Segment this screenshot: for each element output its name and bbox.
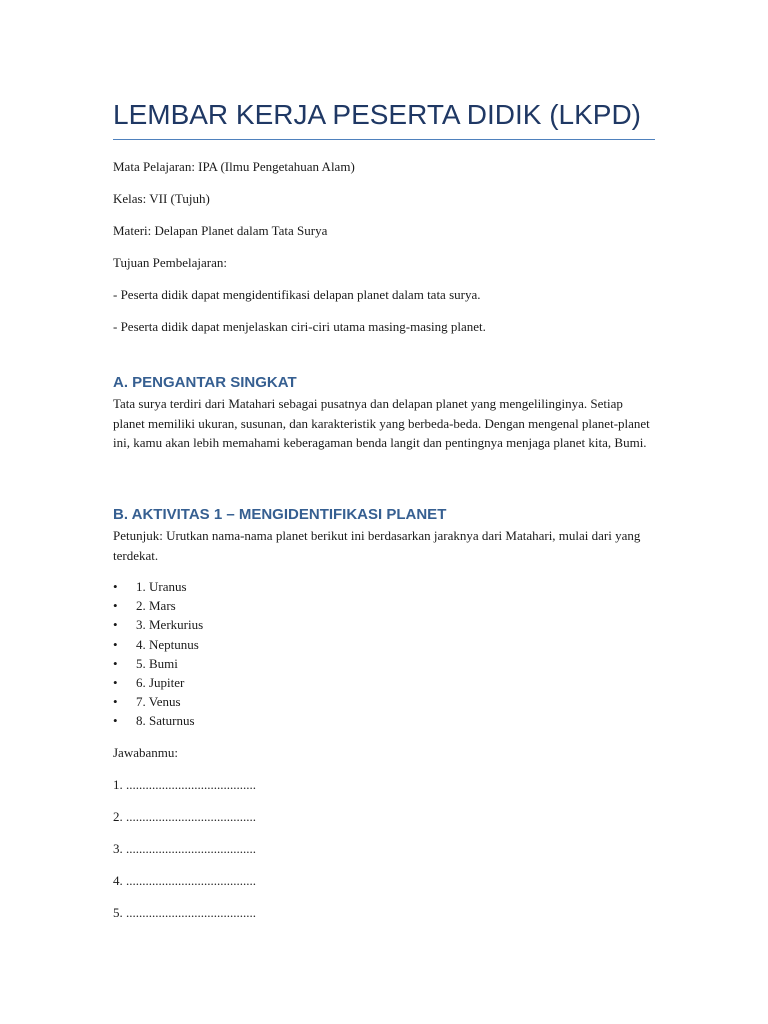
bullet-icon: • [113,579,118,594]
section-a-heading: A. PENGANTAR SINGKAT [113,374,297,391]
answer-line-5[interactable]: 5. ........................................ [113,904,256,920]
list-item [113,692,655,711]
section-activity-1 [113,504,655,936]
planet-name: 7. Venus [136,694,181,710]
list-item [113,577,655,596]
bullet-icon: • [113,636,118,652]
answer-line-4[interactable]: 4. ........................................ [113,872,256,888]
planet-name: 1. Uranus [136,579,187,594]
list-item [113,615,655,634]
section-introduction [113,372,655,453]
document-meta [113,158,655,350]
bullet-icon: • [113,694,118,710]
bullet-icon: • [113,617,118,633]
section-b-instruction: Petunjuk: Urutkan nama-nama planet berikut ini berdasarkan jaraknya dari Matahari, mulai dari yang terdekat. [113,528,641,563]
planet-list [113,577,655,731]
planet-name: 6. Jupiter [136,675,185,691]
answer-line-3[interactable]: 3. ........................................ [113,840,256,856]
planet-name: 2. Mars [136,598,176,614]
meta-objectives-label: Tujuan Pembelajaran: [113,255,227,270]
list-item [113,711,655,730]
list-item [113,654,655,673]
section-b-heading: B. AKTIVITAS 1 – MENGIDENTIFIKASI PLANET [113,506,447,523]
meta-objective-2: - Peserta didik dapat menjelaskan ciri-ciri utama masing-masing planet. [113,319,486,334]
list-item [113,673,655,692]
meta-class: Kelas: VII (Tujuh) [113,191,210,206]
bullet-icon: • [113,713,118,729]
meta-topic: Materi: Delapan Planet dalam Tata Surya [113,223,328,238]
bullet-icon: • [113,675,118,691]
planet-name: 3. Merkurius [136,617,204,633]
title-underline [113,139,655,140]
answer-label: Jawabanmu: [113,744,178,760]
bullet-icon: • [113,598,118,614]
section-a-body: Tata surya terdiri dari Matahari sebagai pusatnya dan delapan planet yang mengelilinginya. Setiap planet memiliki ukuran, susunan, dan karakteristik yang berbeda-beda. Dengan mengenal planet-planet ini, kamu akan lebih memahami keberagaman benda langit dan pentingnya menjaga planet kita, Bumi. [113,396,650,450]
planet-name: 5. Bumi [136,655,178,671]
meta-subject: Mata Pelajaran: IPA (Ilmu Pengetahuan Alam) [113,159,355,174]
planet-name: 8. Saturnus [136,713,195,729]
answer-line-1[interactable]: 1. ........................................ [113,776,256,792]
answer-line-2[interactable]: 2. ........................................ [113,808,256,824]
answer-area [113,744,655,922]
list-item [113,635,655,654]
planet-name: 4. Neptunus [136,636,199,652]
list-item [113,596,655,615]
meta-objective-1: - Peserta didik dapat mengidentifikasi delapan planet dalam tata surya. [113,287,481,302]
bullet-icon: • [113,655,118,671]
document-title: LEMBAR KERJA PESERTA DIDIK (LKPD) [113,99,642,130]
